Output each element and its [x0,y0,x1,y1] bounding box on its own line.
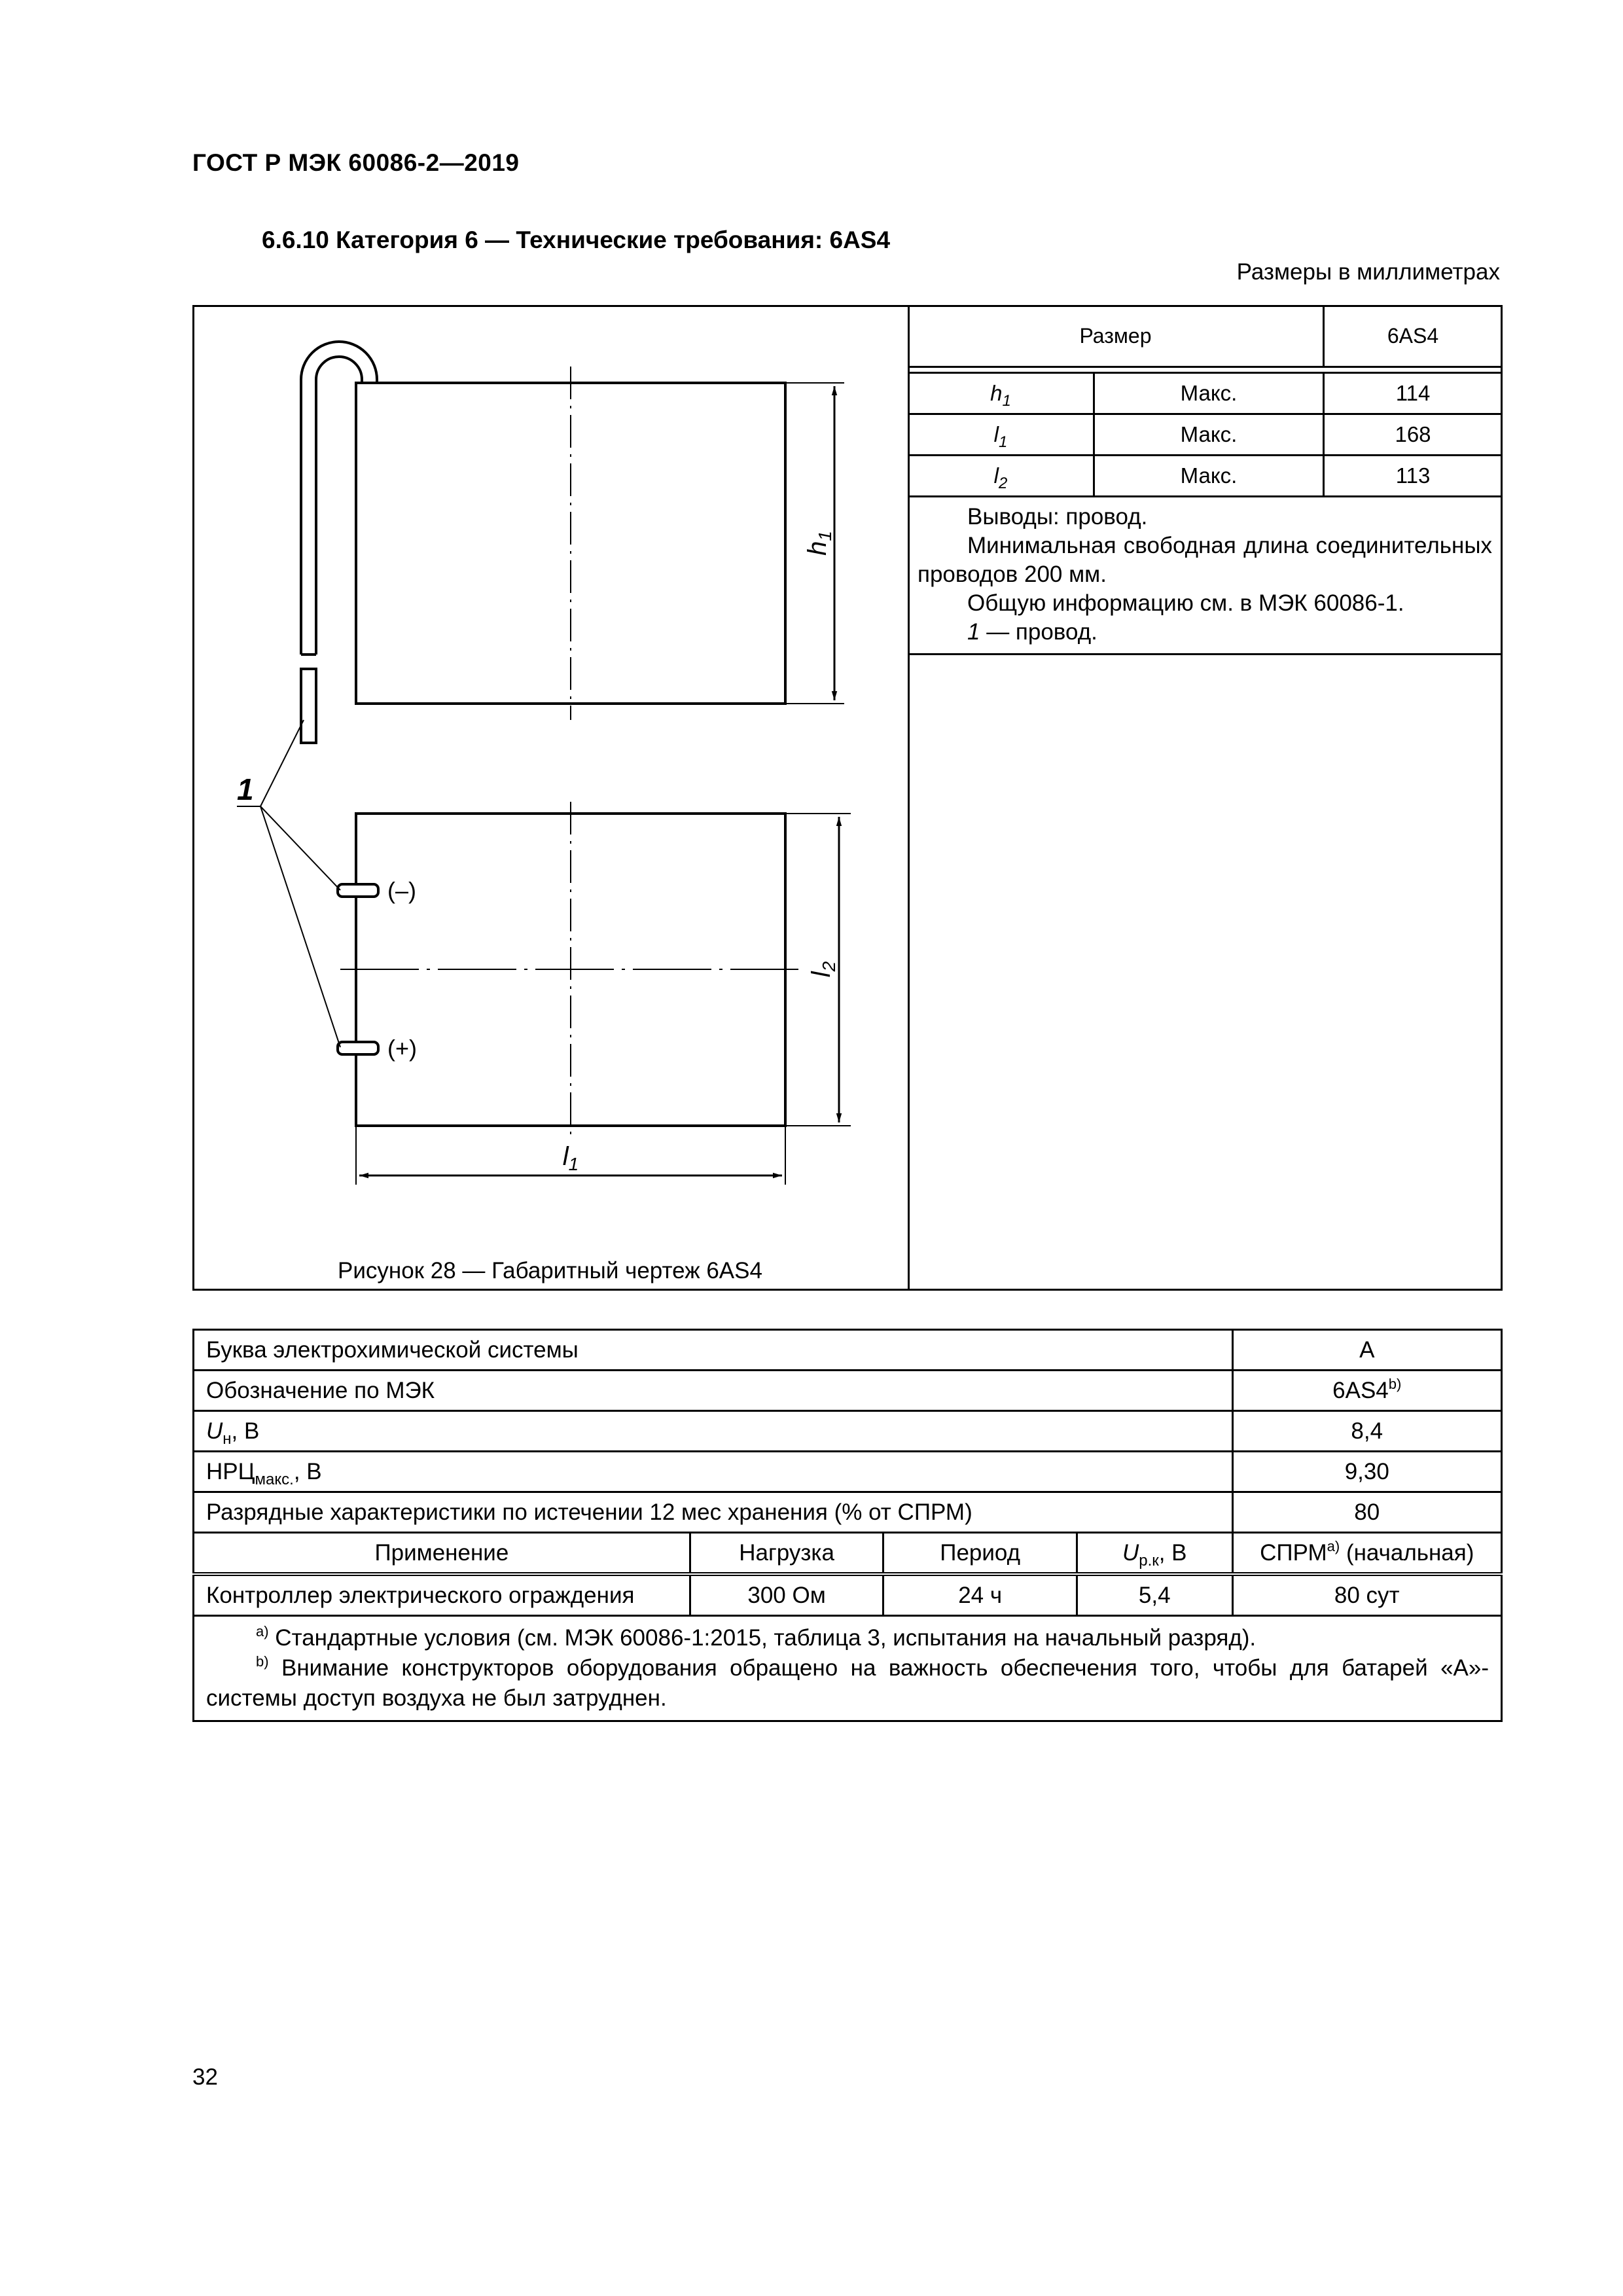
dim-kind: Макс. [1094,373,1324,414]
col-model-header: 6AS4 [1324,306,1502,367]
figure-caption: Рисунок 28 — Габаритный чертеж 6AS4 [338,1258,762,1283]
terminal-negative [338,884,378,897]
dimension-table-header [908,306,1501,367]
callout-label: 1 [237,772,254,806]
dim-value: 113 [1324,456,1502,497]
terminal-positive [338,1042,378,1054]
dim-symbol: $h_1$ [908,373,1094,414]
row-value: A [1232,1330,1501,1371]
col-size-header: Размер [908,306,1324,367]
dimension-notes: Выводы: провод. Минимальная свободная длина соединительных проводов 200 мм. Общую информацию см. в МЭК 60086-1. 1 — провод. [908,497,1501,655]
table-row [194,1574,1502,1616]
col-spm: СПРМ$^{a)}$ (начальная) [1232,1533,1501,1575]
battery-drawing [194,307,908,1249]
row-label: Буква электрохимической системы [194,1330,1233,1371]
row-label: Обозначение по МЭК [194,1371,1233,1411]
footnotes: $^{a)}$ Стандартные условия (см. МЭК 60086-1:2015, таблица 3, испытания на начальный разряд). $^{b)}$ Внимание конструкторов оборудования обращено на важность обеспечения того, чтобы для батарей «A»-системы доступ воздуха не был затруднен. [194,1616,1502,1721]
cell-spm: 80 сут [1232,1574,1501,1616]
table-row [908,373,1501,414]
row-label: $НРЦ_{макс.}$, В [194,1452,1233,1492]
dim-kind: Макс. [1094,456,1324,497]
units-note: Размеры в миллиметрах [1236,259,1500,285]
dim-symbol: $l_1$ [908,414,1094,456]
table-row [194,1452,1502,1492]
dim-symbol: $l_2$ [908,456,1094,497]
terminal-positive-label: (+) [387,1035,417,1062]
table-row [194,1371,1502,1411]
cell-application: Контроллер электрического ограждения [194,1574,690,1616]
callout-leaders [260,720,340,1047]
page-number: 32 [192,2064,218,2090]
document-header: ГОСТ Р МЭК 60086-2—2019 [192,149,520,176]
terminal-negative-label: (–) [387,877,416,904]
footnotes-row [194,1616,1502,1721]
application-header-row [194,1533,1502,1575]
dim-kind: Макс. [1094,414,1324,456]
table-row [194,1330,1502,1371]
dimension-table [908,306,1501,655]
row-value: 9,30 [1232,1452,1501,1492]
col-application: Применение [194,1533,690,1575]
l2-label: $l_2$ [807,961,839,978]
row-label: Разрядные характеристики по истечении 12 мес хранения (% от СПРМ) [194,1492,1233,1533]
col-load: Нагрузка [690,1533,883,1575]
col-period: Период [883,1533,1077,1575]
wire [301,342,377,743]
table-row [908,414,1501,456]
col-voltage: $U_{р.к}$, В [1077,1533,1232,1575]
table-row [194,1411,1502,1452]
table-row [908,456,1501,497]
dim-value: 114 [1324,373,1502,414]
row-value: 6AS4$^{b)}$ [1232,1371,1501,1411]
row-value: 80 [1232,1492,1501,1533]
h1-label: $h_1$ [803,531,835,556]
cell-load: 300 Ом [690,1574,883,1616]
table-row [194,1492,1502,1533]
dimension-notes-row [908,497,1501,655]
cell-period: 24 ч [883,1574,1077,1616]
row-value: 8,4 [1232,1411,1501,1452]
section-title: 6.6.10 Категория 6 — Технические требования: 6AS4 [262,226,891,253]
dim-value: 168 [1324,414,1502,456]
l1-label: $l_1$ [562,1142,579,1174]
cell-voltage: 5,4 [1077,1574,1232,1616]
row-label: $U_н$, В [194,1411,1233,1452]
specification-table [192,1329,1503,1722]
